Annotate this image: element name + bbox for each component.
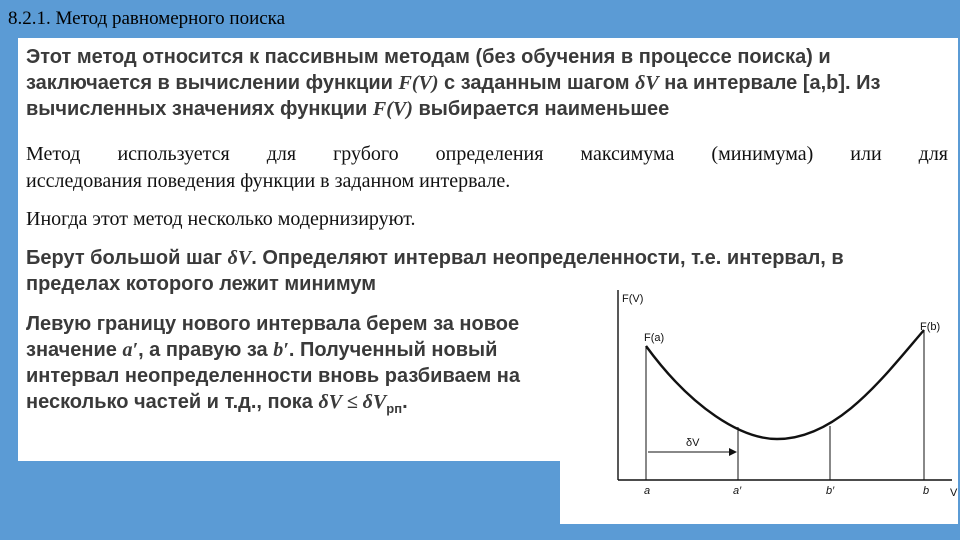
- paragraph-1: [26, 44, 946, 122]
- formula-stop-condition: δV ≤ δV: [318, 391, 387, 413]
- text-segment: выбирается наименьшее: [412, 98, 670, 120]
- fa-label: F(a): [644, 332, 665, 344]
- paragraph-3: Иногда этот метод несколько модернизируют.: [26, 208, 416, 230]
- formula-step: δV: [635, 72, 659, 94]
- tick-label: b: [923, 485, 930, 497]
- text-segment: Берут большой шаг: [26, 247, 228, 269]
- formula-a-prime: a′: [122, 339, 139, 361]
- text-segment: с заданным шагом: [438, 72, 636, 94]
- text-segment: .: [402, 391, 408, 413]
- tick-label: a′: [733, 485, 742, 497]
- text-segment: несколько частей и т.д., пока: [26, 391, 319, 413]
- paragraph-5-line-2: [26, 337, 566, 363]
- paragraph-1-line-2: [26, 70, 946, 96]
- paragraph-5-line-4: [26, 389, 566, 422]
- formula-b-prime: b′: [273, 339, 289, 361]
- paragraph-2-line-2: исследования поведения функции в заданном интервале.: [26, 170, 511, 192]
- formula-function: F(V): [398, 72, 439, 94]
- text-segment: заключается в вычислении функции: [26, 72, 399, 94]
- text-segment: . Определяют интервал неопределенности, т.е. интервал, в: [251, 247, 844, 269]
- tick-label: a: [644, 485, 651, 497]
- paragraph-1-line-1: Этот метод относится к пассивным методам (без обучения в процессе поиска) и: [26, 46, 831, 68]
- paragraph-1-line-3: [26, 96, 946, 122]
- tick-label: b′: [826, 485, 835, 497]
- paragraph-2: [26, 141, 948, 195]
- paragraph-5-line-1: Левую границу нового интервала берем за новое: [26, 313, 520, 335]
- x-axis-label: V: [950, 487, 958, 499]
- text-segment: , а правую за: [138, 339, 274, 361]
- text-segment: на интервале [a,b]. Из: [658, 72, 881, 94]
- paragraph-5: [26, 311, 566, 422]
- function-graph: [602, 284, 958, 504]
- slide-title: 8.2.1. Метод равномерного поиска: [8, 8, 286, 29]
- function-curve: [646, 330, 924, 439]
- text-segment: значение: [26, 339, 123, 361]
- paragraph-4-line-2: пределах которого лежит минимум: [26, 273, 377, 295]
- fb-label: F(b): [920, 321, 941, 333]
- formula-function: F(V): [372, 98, 413, 120]
- y-axis-label: F(V): [622, 293, 644, 305]
- delta-v-label: δV: [686, 437, 700, 449]
- text-segment: вычисленных значениях функции: [26, 98, 373, 120]
- formula-subscript: рп: [386, 401, 403, 416]
- paragraph-5-line-3: интервал неопределенности вновь разбиваем на: [26, 365, 521, 387]
- formula-step: δV: [227, 247, 252, 269]
- paragraph-4-line-1: [26, 245, 886, 271]
- text-segment: . Полученный новый: [288, 339, 498, 361]
- paragraph-2-line-1: Метод используется для грубого определения максимума (минимума) или для: [26, 143, 948, 165]
